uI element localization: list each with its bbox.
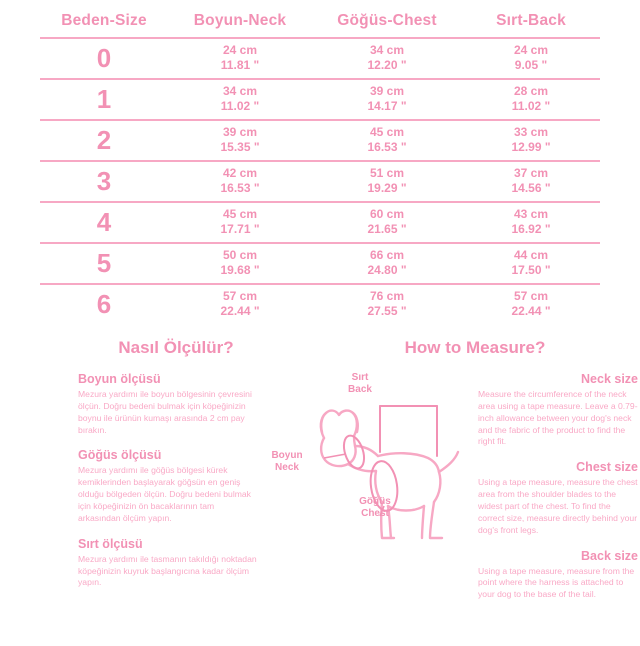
cell-back xyxy=(462,79,600,120)
cell-neck-cm: 24 cm xyxy=(222,43,258,57)
cell-back-in: 14.56 " xyxy=(511,181,551,195)
cell-neck-cm: 45 cm xyxy=(222,207,258,221)
table-header-row xyxy=(40,6,600,38)
section-text-sirt: Mezura yardımı ile tasmanın takıldığı noktadan köpeğinizin kuyruk başlangıcına kadar ölçüm yapın. xyxy=(78,553,257,588)
section-gogus xyxy=(78,448,258,524)
instructions-area xyxy=(0,372,640,600)
cell-neck xyxy=(168,120,312,161)
section-neck xyxy=(478,372,638,448)
cell-neck-in: 22.44 " xyxy=(220,304,260,318)
section-sirt xyxy=(78,537,258,590)
section-chest xyxy=(478,460,638,536)
column-header-chest: Göğüs-Chest xyxy=(337,12,437,29)
section-title-chest: Chest size xyxy=(576,460,638,475)
table-row xyxy=(40,79,600,120)
cell-chest xyxy=(312,38,462,79)
cell-chest xyxy=(312,284,462,324)
turkish-instructions xyxy=(78,372,258,601)
cell-chest xyxy=(312,120,462,161)
section-title-sirt: Sırt ölçüsü xyxy=(78,536,143,551)
section-title-boyun: Boyun ölçüsü xyxy=(78,372,161,386)
table-row xyxy=(40,202,600,243)
cell-neck xyxy=(168,161,312,202)
diagram-label-neck xyxy=(256,450,318,473)
cell-neck-in: 15.35 " xyxy=(220,140,260,154)
diagram-label-chest-line2: Chest xyxy=(361,507,389,519)
cell-back xyxy=(462,284,600,324)
cell-chest-in: 12.20 " xyxy=(367,58,407,72)
diagram-label-back-line1: Sırt xyxy=(351,372,369,383)
section-boyun xyxy=(78,372,258,436)
cell-back xyxy=(462,120,600,161)
cell-chest-in: 16.53 " xyxy=(367,140,407,154)
section-title-neck: Neck size xyxy=(581,372,638,386)
cell-chest-in: 27.55 " xyxy=(367,304,407,318)
cell-chest xyxy=(312,79,462,120)
cell-neck-cm: 57 cm xyxy=(222,289,258,303)
cell-back-cm: 57 cm xyxy=(513,289,549,303)
section-back xyxy=(478,549,638,602)
table-body xyxy=(40,38,600,324)
cell-chest-cm: 66 cm xyxy=(369,248,405,262)
cell-back-in: 9.05 " xyxy=(514,58,548,72)
section-text-boyun: Mezura yardımı ile boyun bölgesinin çevresini ölçün. Doğru bedeni bulmak için köpeğinizin boynu ile ürünün kumaşı arasında 2 cm pay bırakın. xyxy=(78,389,252,435)
section-title-gogus: Göğüs ölçüsü xyxy=(78,448,162,463)
cell-neck xyxy=(168,38,312,79)
cell-neck xyxy=(168,79,312,120)
size-table xyxy=(40,6,600,324)
diagram-label-chest xyxy=(346,496,404,519)
section-text-chest: Using a tape measure, measure the chest area from the shoulder blades to the widest part of the chest. To find the correct size, measure directly behind your dog's front legs. xyxy=(478,477,638,535)
cell-neck-cm: 34 cm xyxy=(222,84,258,98)
section-text-gogus: Mezura yardımı ile göğüs bölgesi kürek kemiklerinden başlayarak göğsün en geniş olduğu bölgeden ölçün. Doğru bedeni bulmak için köpeğinizin ön bacaklarının tam arkasından ölçüm yapın. xyxy=(78,465,251,523)
cell-size: 2 xyxy=(96,125,112,155)
cell-neck-in: 11.81 " xyxy=(220,58,260,72)
cell-neck-in: 16.53 " xyxy=(220,181,260,195)
cell-neck-cm: 39 cm xyxy=(222,125,258,139)
table-row xyxy=(40,120,600,161)
cell-size: 1 xyxy=(96,84,112,114)
section-title-back: Back size xyxy=(581,548,638,563)
diagram-label-neck-line2: Neck xyxy=(275,461,299,473)
cell-neck xyxy=(168,284,312,324)
cell-size: 6 xyxy=(96,289,112,319)
cell-neck-in: 19.68 " xyxy=(220,263,260,277)
dog-illustration-icon xyxy=(262,366,474,581)
table-row xyxy=(40,243,600,284)
cell-back-in: 22.44 " xyxy=(511,304,551,318)
cell-chest-cm: 45 cm xyxy=(369,125,405,139)
cell-back-cm: 44 cm xyxy=(513,248,549,262)
cell-size: 0 xyxy=(96,43,112,73)
cell-neck-in: 17.71 " xyxy=(220,222,260,236)
cell-back-in: 12.99 " xyxy=(511,140,551,154)
size-chart-page xyxy=(0,6,640,646)
column-header-neck: Boyun-Neck xyxy=(193,12,287,29)
cell-back xyxy=(462,161,600,202)
cell-back xyxy=(462,202,600,243)
cell-back-cm: 24 cm xyxy=(513,43,549,57)
cell-chest-cm: 60 cm xyxy=(369,207,405,221)
cell-chest xyxy=(312,243,462,284)
cell-back xyxy=(462,38,600,79)
table-row xyxy=(40,38,600,79)
cell-back-cm: 37 cm xyxy=(513,166,549,180)
cell-back-cm: 28 cm xyxy=(513,84,549,98)
cell-neck xyxy=(168,243,312,284)
cell-back-cm: 33 cm xyxy=(513,125,549,139)
cell-chest-in: 21.65 " xyxy=(367,222,407,236)
dog-diagram xyxy=(262,366,474,581)
cell-neck-cm: 42 cm xyxy=(222,166,258,180)
cell-chest-in: 19.29 " xyxy=(367,181,407,195)
cell-size: 5 xyxy=(96,248,112,278)
cell-chest-cm: 39 cm xyxy=(369,84,405,98)
cell-back-in: 11.02 " xyxy=(511,99,551,113)
cell-chest-cm: 76 cm xyxy=(369,289,405,303)
table-row xyxy=(40,161,600,202)
cell-neck-cm: 50 cm xyxy=(222,248,258,262)
cell-back-in: 16.92 " xyxy=(511,222,551,236)
cell-chest-in: 14.17 " xyxy=(367,99,407,113)
table-row xyxy=(40,284,600,324)
english-instructions xyxy=(478,372,638,613)
cell-neck-in: 11.02 " xyxy=(220,99,260,113)
cell-size: 4 xyxy=(96,207,112,237)
diagram-label-chest-line1: Göğüs xyxy=(359,496,391,507)
cell-chest-in: 24.80 " xyxy=(367,263,407,277)
cell-back-in: 17.50 " xyxy=(511,263,551,277)
cell-chest xyxy=(312,202,462,243)
dog-diagram-container xyxy=(262,366,474,586)
diagram-label-neck-line1: Boyun xyxy=(271,450,303,461)
heading-turkish: Nasıl Ölçülür? xyxy=(118,338,234,357)
cell-back xyxy=(462,243,600,284)
cell-chest-cm: 34 cm xyxy=(369,43,405,57)
diagram-label-back xyxy=(330,372,390,395)
section-text-back: Using a tape measure, measure from the point where the harness is attached to your dog to the base of the tail. xyxy=(478,565,635,600)
cell-back-cm: 43 cm xyxy=(513,207,549,221)
heading-english: How to Measure? xyxy=(404,338,546,357)
table-header xyxy=(40,6,600,38)
cell-chest xyxy=(312,161,462,202)
cell-size: 3 xyxy=(96,166,112,196)
diagram-label-back-line2: Back xyxy=(348,383,372,395)
column-header-back: Sırt-Back xyxy=(496,12,566,29)
cell-chest-cm: 51 cm xyxy=(369,166,405,180)
cell-neck xyxy=(168,202,312,243)
column-header-size: Beden-Size xyxy=(61,12,147,29)
section-text-neck: Measure the circumference of the neck area using a tape measure. Leave a 0.79-inch allowance between your dog's neck and the fabric of the product to find the right fit. xyxy=(478,389,638,447)
